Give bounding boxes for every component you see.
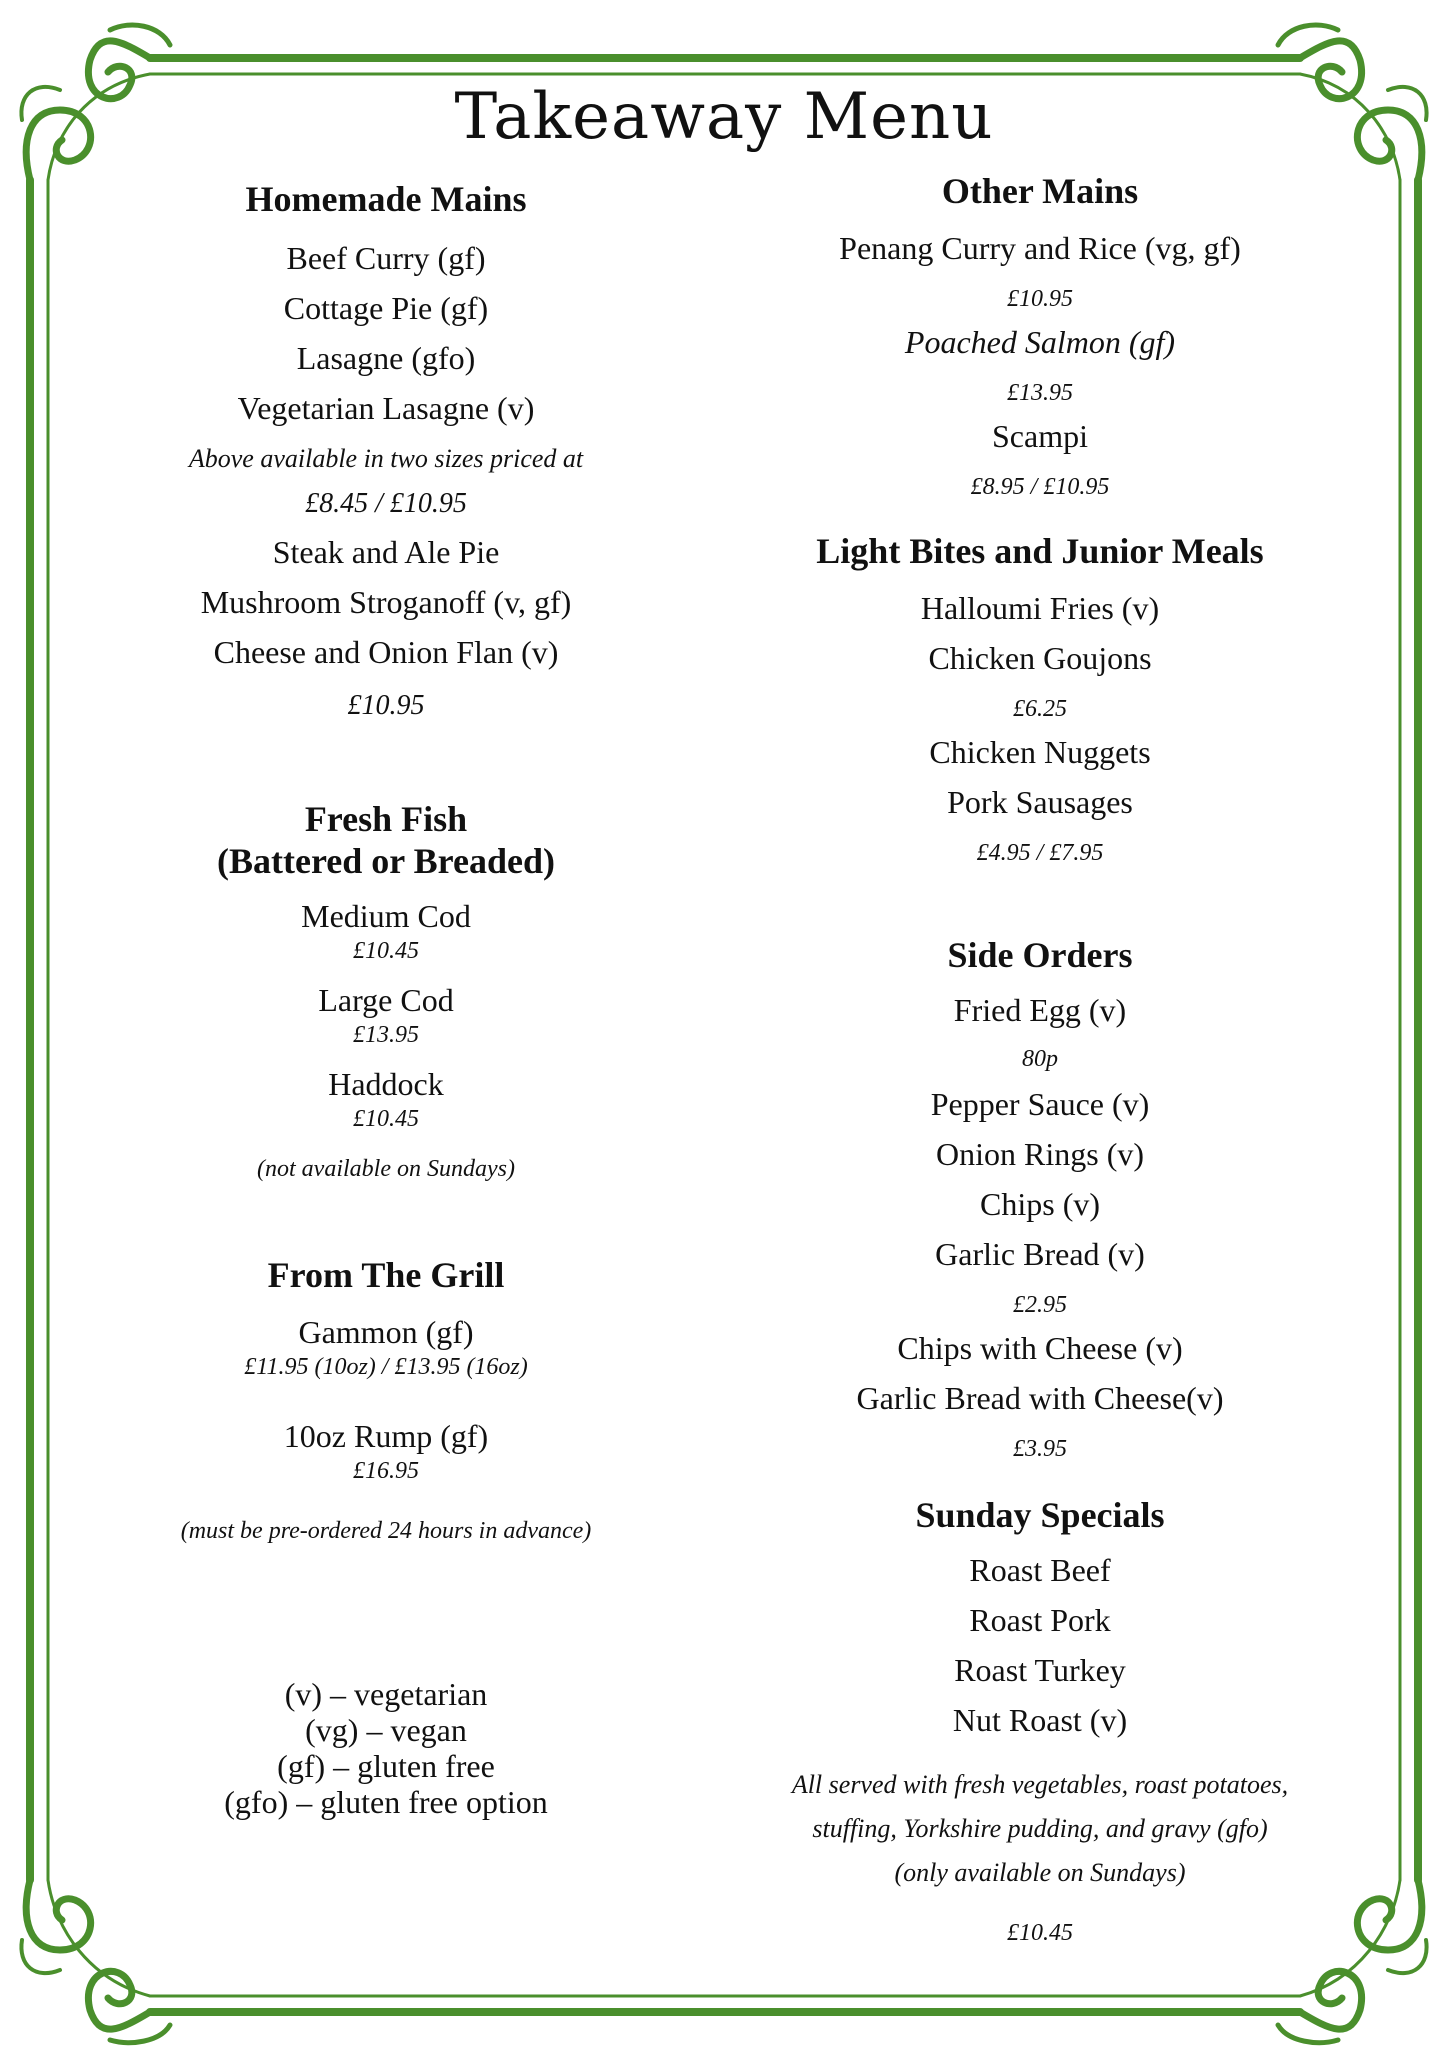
sunday-availability-note: (only available on Sundays) bbox=[894, 1858, 1186, 1887]
item-price: £10.45 bbox=[353, 938, 419, 964]
item-price: £10.45 bbox=[1007, 1920, 1073, 1946]
item-price: £13.95 bbox=[353, 1022, 419, 1048]
menu-item: Vegetarian Lasagne (v) bbox=[237, 390, 535, 426]
item-price: £10.95 bbox=[1007, 286, 1073, 312]
menu-item: Garlic Bread with Cheese(v) bbox=[856, 1380, 1224, 1416]
menu-item: Mushroom Stroganoff (v, gf) bbox=[200, 584, 572, 620]
item-price: £6.25 bbox=[1013, 696, 1067, 722]
menu-item: Cheese and Onion Flan (v) bbox=[213, 634, 559, 670]
menu-item: Onion Rings (v) bbox=[936, 1136, 1144, 1172]
menu-item: Poached Salmon (gf) bbox=[904, 324, 1176, 360]
menu-item: Chicken Goujons bbox=[928, 640, 1152, 676]
menu-item: Haddock bbox=[328, 1066, 444, 1102]
item-price: £11.95 (10oz) / £13.95 (16oz) bbox=[244, 1354, 528, 1380]
menu-item: Beef Curry (gf) bbox=[286, 240, 486, 276]
other-mains-heading: Other Mains bbox=[941, 171, 1139, 211]
item-price: £16.95 bbox=[353, 1458, 419, 1484]
homemade-mains-heading: Homemade Mains bbox=[245, 179, 527, 219]
item-price: £3.95 bbox=[1013, 1436, 1067, 1462]
item-price: £4.95 / £7.95 bbox=[976, 840, 1104, 866]
menu-item: Roast Beef bbox=[969, 1552, 1111, 1588]
item-price: £8.95 / £10.95 bbox=[970, 474, 1110, 500]
menu-item: Garlic Bread (v) bbox=[935, 1236, 1145, 1272]
sunday-served-note: stuffing, Yorkshire pudding, and gravy (gfo) bbox=[812, 1814, 1268, 1843]
item-price: £13.95 bbox=[1007, 380, 1073, 406]
menu-item: Roast Pork bbox=[969, 1602, 1111, 1638]
from-the-grill-heading: From The Grill bbox=[267, 1255, 505, 1295]
menu-item: Chips (v) bbox=[980, 1186, 1100, 1222]
item-price: £10.45 bbox=[353, 1106, 419, 1132]
legend-entry: (v) – vegetarian bbox=[284, 1676, 488, 1712]
menu-item: Gammon (gf) bbox=[298, 1314, 474, 1350]
menu-item: Lasagne (gfo) bbox=[296, 340, 476, 376]
size-pricing-note: Above available in two sizes priced at bbox=[188, 444, 584, 473]
item-price: 80p bbox=[1022, 1046, 1058, 1072]
sunday-specials-heading: Sunday Specials bbox=[915, 1495, 1165, 1535]
legend-entry: (gf) – gluten free bbox=[277, 1748, 495, 1784]
menu-item: Steak and Ale Pie bbox=[272, 534, 500, 570]
menu-item: Penang Curry and Rice (vg, gf) bbox=[839, 230, 1241, 266]
light-bites-heading: Light Bites and Junior Meals bbox=[816, 531, 1264, 571]
menu-item: Large Cod bbox=[318, 982, 454, 1018]
legend-entry: (gfo) – gluten free option bbox=[224, 1784, 548, 1820]
menu-item: Chicken Nuggets bbox=[929, 734, 1151, 770]
sunday-served-note: All served with fresh vegetables, roast potatoes, bbox=[791, 1770, 1289, 1799]
menu-item: 10oz Rump (gf) bbox=[283, 1418, 489, 1454]
menu-item: Pork Sausages bbox=[947, 784, 1133, 820]
preorder-note: (must be pre-ordered 24 hours in advance) bbox=[180, 1518, 592, 1544]
side-orders-heading: Side Orders bbox=[947, 935, 1133, 975]
item-price: £2.95 bbox=[1013, 1292, 1067, 1318]
item-price: £10.95 bbox=[347, 690, 425, 721]
fresh-fish-subheading: (Battered or Breaded) bbox=[217, 841, 555, 881]
availability-note: (not available on Sundays) bbox=[257, 1156, 515, 1182]
menu-title: Takeaway Menu bbox=[454, 80, 994, 154]
menu-item: Medium Cod bbox=[301, 898, 471, 934]
item-price: £8.45 / £10.95 bbox=[305, 488, 467, 519]
menu-item: Chips with Cheese (v) bbox=[897, 1330, 1183, 1366]
fresh-fish-heading: Fresh Fish bbox=[304, 799, 468, 839]
legend-entry: (vg) – vegan bbox=[305, 1712, 467, 1748]
menu-item: Halloumi Fries (v) bbox=[920, 590, 1160, 626]
menu-item: Pepper Sauce (v) bbox=[930, 1086, 1150, 1122]
menu-item: Nut Roast (v) bbox=[952, 1702, 1128, 1738]
menu-item: Fried Egg (v) bbox=[953, 992, 1127, 1028]
menu-item: Roast Turkey bbox=[954, 1652, 1126, 1688]
menu-item: Cottage Pie (gf) bbox=[283, 290, 489, 326]
menu-item: Scampi bbox=[992, 418, 1088, 454]
